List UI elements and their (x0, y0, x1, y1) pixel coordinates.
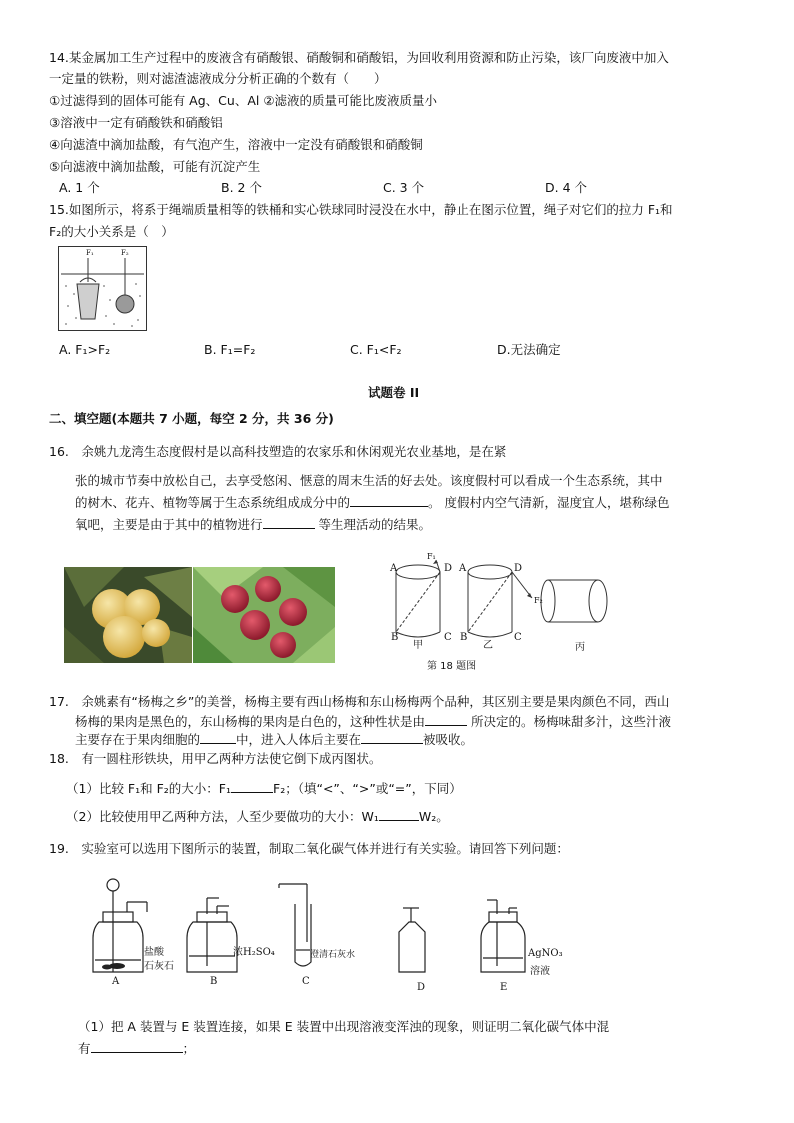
q15-figure (58, 246, 150, 332)
q14-statement-1-2: ①过滤得到的固体可能有 Ag、Cu、Al ②滤液的质量可能比废液质量小 (49, 93, 438, 108)
q19-label-limestone: 石灰石 (144, 961, 174, 972)
q16-text-3b: 。 度假村内空气清新，湿度宜人，堪称绿色 (428, 495, 670, 510)
q14-option-a[interactable]: A. 1 个 (59, 180, 100, 195)
q19-apparatus-d: D (417, 982, 426, 993)
q18-text-1a: （1）比较 F₁和 F₂的大小：F₁ (66, 781, 232, 796)
fig18-label-d1: D (444, 563, 453, 574)
q19-apparatus-b: B (210, 976, 218, 987)
q19-part1-answer-line (78, 1040, 195, 1058)
q19-part1: （1）把 A 装置与 E 装置连接，如果 E 装置中出现溶液变浑浊的现象，则证明二氧化碳气体中混 (78, 1019, 610, 1034)
q16-blank-2[interactable] (263, 516, 315, 529)
q14-statement-5: ⑤向滤液中滴加盐酸，可能有沉淀产生 (49, 159, 261, 174)
red-bayberry-photo (193, 567, 335, 663)
q19-label-hydrochloric-acid: 盐酸 (144, 947, 164, 958)
q16-text-4b: 等生理活动的结果。 (314, 517, 431, 532)
fig18-caption: 第 18 题图 (427, 661, 477, 672)
q17-text-2a: 杨梅的果肉是黑色的，东山杨梅的果肉是白色的，这种性状是由 (75, 714, 426, 729)
q19-text-end: ； (182, 1041, 196, 1056)
fig18-label-a2: A (459, 563, 467, 574)
fig18-label-d2: D (514, 563, 523, 574)
q17-stem-line1: 17. 余姚素有“杨梅之乡”的美誉，杨梅主要有西山杨梅和东山杨梅两个品种，其区别主要是果肉颜色不同，西山 (49, 694, 670, 709)
q15-stem-line2: F₂的大小关系是（ ） (49, 224, 174, 239)
q17-blank-1[interactable] (425, 713, 467, 726)
q17-text-3a: 主要存在于果肉细胞的 (75, 732, 201, 747)
q18-blank-2[interactable] (379, 808, 419, 821)
q17-stem-line2 (75, 713, 671, 731)
fig18-label-f1: F₁ (427, 552, 436, 561)
q18-part2 (66, 808, 449, 826)
q16-stem-line1: 16. 余姚九龙湾生态度假村是以高科技塑造的农家乐和休闲观光农业基地，是在紧 (49, 444, 507, 459)
q17-text-3b: 中，进入人体后主要在 (236, 732, 362, 747)
fig18-label-a1: A (390, 563, 398, 574)
section-heading: 二、填空题(本题共 7 小题，每空 2 分，共 36 分) (49, 411, 334, 426)
q19-label-h2so4: 浓H₂SO₄ (233, 947, 275, 958)
fig18-label-f2: F₂ (534, 596, 543, 605)
q14-option-d[interactable]: D. 4 个 (545, 180, 587, 195)
q19-label-solution: 溶液 (530, 966, 550, 977)
fig18-label-jia: 甲 (413, 640, 423, 651)
section-title: 试题卷 II (368, 385, 420, 400)
q19-blank-1[interactable] (91, 1040, 183, 1053)
q19-apparatus-c: C (302, 976, 310, 987)
q18-part1 (66, 780, 462, 798)
q19-label-limewater: 澄清石灰水 (310, 950, 356, 960)
q14-stem-line1: 14.某金属加工生产过程中的废液含有硝酸银、硝酸铜和硝酸铝，为回收利用资源和防止污染，该厂向废液中加入 (49, 50, 669, 65)
q14-statement-4: ④向滤渣中滴加盐酸，有气泡产生，溶液中一定没有硝酸银和硝酸铜 (49, 137, 423, 152)
q19-stem: 19. 实验室可以选用下图所示的装置，制取二氧化碳气体并进行有关实验。请回答下列问题： (49, 841, 569, 856)
q19-apparatus-figure (85, 872, 555, 992)
q17-text-2b: 所决定的。杨梅味甜多汁，这些汁液 (467, 714, 671, 729)
q18-figure (388, 550, 618, 650)
q16-stem-line2: 张的城市节奏中放松自己，去享受悠闲、惬意的周末生活的好去处。该度假村可以看成一个生态系统，其中 (75, 473, 663, 488)
fig18-label-b2: B (460, 632, 468, 643)
q17-stem-line3 (75, 731, 473, 749)
q16-text-4a: 氧吧，主要是由于其中的植物进行 (75, 517, 263, 532)
fig18-label-yi: 乙 (483, 640, 493, 651)
q18-text-2a: （2）比较使用甲乙两种方法，人至少要做功的大小：W₁ (66, 809, 379, 824)
q17-blank-3[interactable] (361, 731, 423, 744)
yellow-bayberry-photo (64, 567, 192, 663)
q15-option-c[interactable]: C. F₁<F₂ (350, 342, 402, 357)
fig18-label-c1: C (444, 632, 452, 643)
q17-text-3c: 被吸收。 (423, 732, 474, 747)
q15-f2-label: F₂ (121, 249, 129, 257)
q14-statement-3: ③溶液中一定有硝酸铁和硝酸铝 (49, 115, 223, 130)
q19-text-you: 有 (78, 1041, 91, 1056)
fig18-label-b1: B (391, 632, 399, 643)
q16-stem-line4 (75, 516, 431, 534)
q16-blank-1[interactable] (350, 494, 428, 507)
q18-text-1b: F₂；（填“<”、“>”或“=”，下同） (273, 781, 462, 796)
q15-option-a[interactable]: A. F₁>F₂ (59, 342, 111, 357)
q17-blank-2[interactable] (200, 731, 236, 744)
q18-stem: 18. 有一圆柱形铁块，用甲乙两种方法使它倒下成丙图状。 (49, 751, 382, 766)
q15-option-d[interactable]: D.无法确定 (497, 342, 561, 357)
q19-apparatus-e: E (500, 982, 508, 993)
q14-option-c[interactable]: C. 3 个 (383, 180, 425, 195)
q15-f1-label: F₁ (86, 249, 94, 257)
fig18-label-c2: C (514, 632, 522, 643)
fig18-label-bing: 丙 (575, 642, 585, 653)
q14-option-b[interactable]: B. 2 个 (221, 180, 262, 195)
q19-label-agno3: AgNO₃ (528, 948, 563, 959)
q19-apparatus-a: A (112, 976, 120, 987)
q15-stem-line1: 15.如图所示，将系于绳端质量相等的铁桶和实心铁球同时浸没在水中，静止在图示位置，绳子对它们的拉力 F₁和 (49, 202, 673, 217)
q14-stem-line2: 一定量的铁粉，则对滤渣滤液成分分析正确的个数有（ ） (49, 71, 387, 86)
q18-blank-1[interactable] (231, 780, 273, 793)
q16-stem-line3 (75, 494, 670, 512)
q16-text-3a: 的树木、花卉、植物等属于生态系统组成成分中的 (75, 495, 351, 510)
q18-text-2b: W₂。 (418, 809, 449, 824)
q15-option-b[interactable]: B. F₁=F₂ (204, 342, 256, 357)
